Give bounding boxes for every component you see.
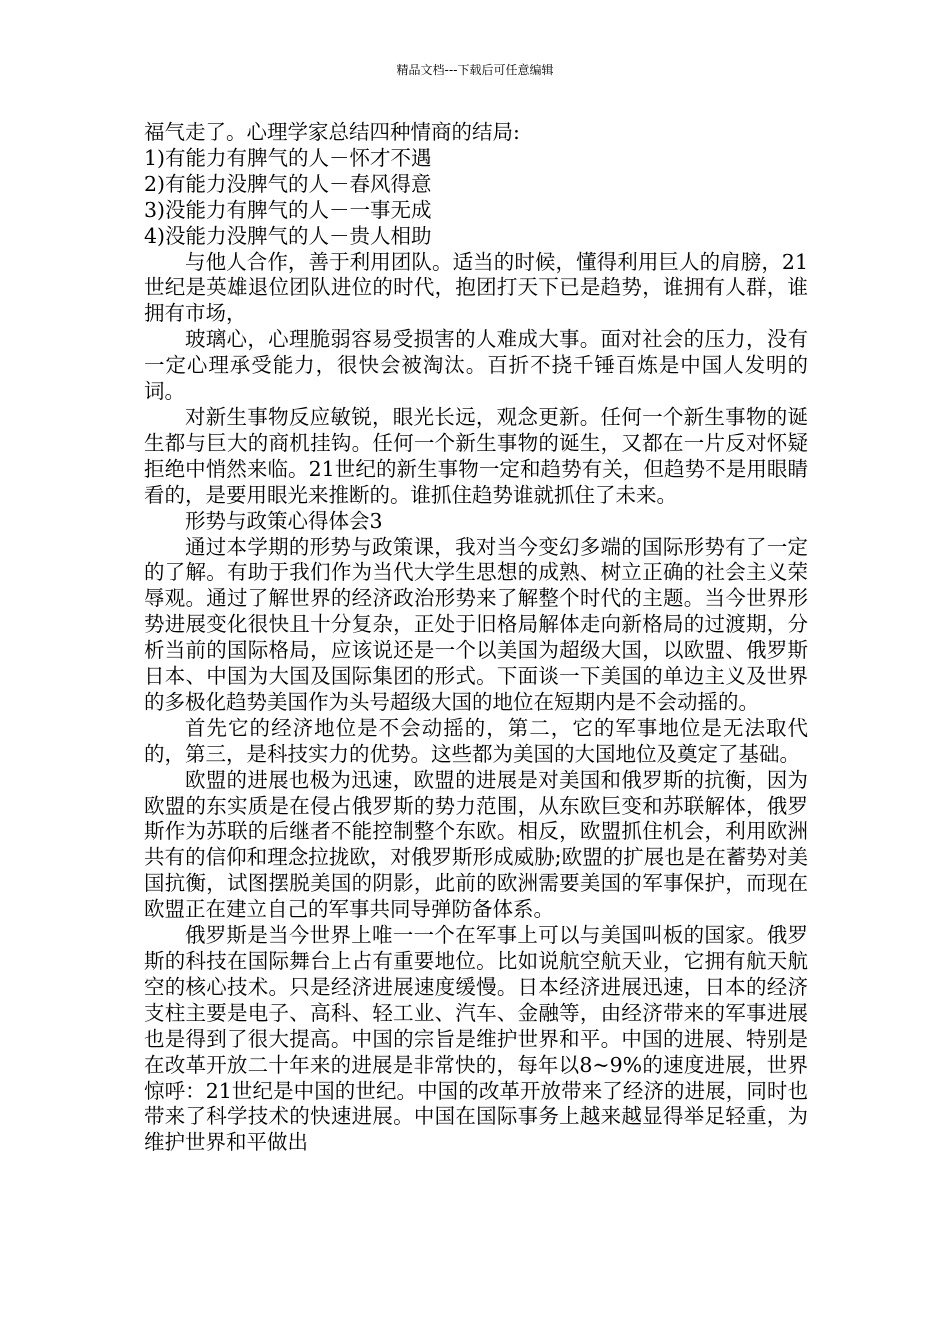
paragraph: 与他人合作，善于利用团队。适当的时候，懂得利用巨人的肩膀，21世纪是英雄退位团队进位的时代，抱团打天下已是趋势，谁拥有人群，谁拥有市场，	[144, 249, 808, 326]
paragraph: 福气走了。心理学家总结四种情商的结局:	[144, 120, 520, 144]
paragraph: 玻璃心，心理脆弱容易受损害的人难成大事。面对社会的压力，没有一定心理承受能力，很快会被淘汰。百折不挠千锤百炼是中国人发明的词。	[144, 327, 808, 404]
paragraph: 欧盟的进展也极为迅速，欧盟的进展是对美国和俄罗斯的抗衡，因为欧盟的东实质是在侵占俄罗斯的势力范围，从东欧巨变和苏联解体，俄罗斯作为苏联的后继者不能控制整个东欧。相反，欧盟抓住机会，利用欧洲共有的信仰和理念拉拢欧，对俄罗斯形成威胁;欧盟的扩展也是在蓄势对美国抗衡，试图摆脱美国的阴影，此前的欧洲需要美国的军事保护，而现在欧盟正在建立自己的军事共同导弹防备体系。	[144, 767, 808, 922]
paragraph: 俄罗斯是当今世界上唯一一个在军事上可以与美国叫板的国家。俄罗斯的科技在国际舞台上占有重要地位。比如说航空航天业，它拥有航天航空的核心技术。只是经济进展速度缓慢。日本经济进展迅速，日本的经济支柱主要是电子、高科、轻工业、汽车、金融等，由经济带来的军事进展也是得到了很大提高。中国的宗旨是维护世界和平。中国的进展、特别是在改革开放二十年来的进展是非常快的，每年以8~9%的速度进展，世界惊呼：21世纪是中国的世纪。中国的改革开放带来了经济的进展，同时也带来了科学技术的快速进展。中国在国际事务上越来越显得举足轻重，为维护世界和平做出	[144, 923, 808, 1155]
paragraph: 通过本学期的形势与政策课，我对当今变幻多端的国际形势有了一定的了解。有助于我们作为当代大学生思想的成熟、树立正确的社会主义荣辱观。通过了解世界的经济政治形势来了解整个时代的主题。当今世界形势进展变化很快且十分复杂，正处于旧格局解体走向新格局的过渡期，分析当前的国际格局，应该说还是一个以美国为超级大国，以欧盟、俄罗斯日本、中国为大国及国际集团的形式。下面谈一下美国的单边主义及世界的多极化趋势美国作为头号超级大国的地位在短期内是不会动摇的。	[144, 534, 808, 714]
paragraph: 首先它的经济地位是不会动摇的，第二，它的军事地位是无法取代的，第三，是科技实力的优势。这些都为美国的大国地位及奠定了基础。	[144, 715, 808, 766]
list-item: 1)有能力有脾气的人－怀才不遇	[144, 145, 432, 170]
list-item: 2)有能力没脾气的人－春风得意	[144, 171, 432, 196]
list-item: 4)没能力没脾气的人－贵人相助	[144, 223, 432, 248]
list-item: 3)没能力有脾气的人－一事无成	[144, 197, 432, 222]
section-heading: 形势与政策心得体会3	[185, 508, 383, 533]
document-body	[144, 120, 808, 1156]
page-header: 精品文档---下载后可任意编辑	[396, 63, 554, 77]
paragraph: 对新生事物反应敏锐，眼光长远，观念更新。任何一个新生事物的诞生都与巨大的商机挂钩。任何一个新生事物的诞生，又都在一片反对怀疑拒绝中悄然来临。21世纪的新生事物一定和趋势有关，但趋势不是用眼睛看的，是要用眼光来推断的。谁抓住趋势谁就抓住了未来。	[144, 404, 808, 507]
